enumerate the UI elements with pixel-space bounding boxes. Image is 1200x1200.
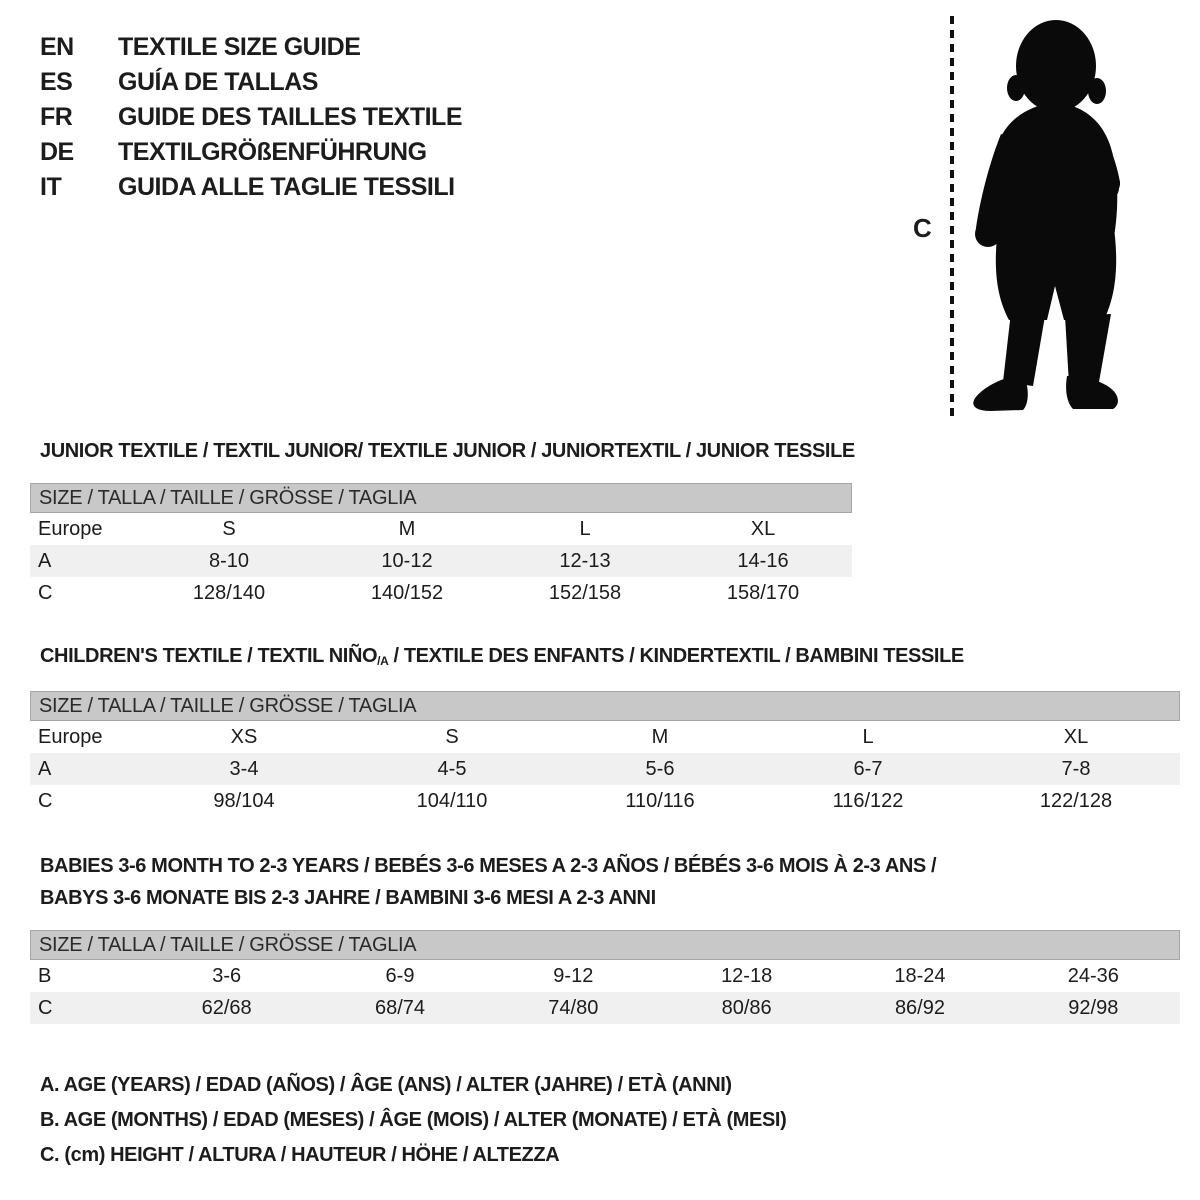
table-row [30, 577, 852, 609]
cell: 92/98 [1068, 996, 1119, 1019]
junior-section-title: JUNIOR TEXTILE / TEXTIL JUNIOR/ TEXTILE JUNIOR / JUNIORTEXTIL / JUNIOR TESSILE [40, 440, 855, 462]
row-label: A [38, 549, 52, 572]
cell: 12-13 [559, 549, 611, 572]
children-size-table [30, 691, 1180, 817]
language-row [40, 100, 462, 135]
cell: 7-8 [1061, 757, 1091, 780]
cell: 14-16 [737, 549, 789, 572]
height-dashed-line [950, 16, 954, 418]
junior-size-table [30, 483, 852, 609]
legend-line-c: C. (cm) HEIGHT / ALTURA / HAUTEUR / HÖHE / ALTEZZA [40, 1144, 560, 1166]
cell: M [651, 725, 669, 748]
language-title: TEXTILE SIZE GUIDE [118, 33, 361, 61]
table-row [30, 785, 1180, 817]
height-measure-label: C [913, 213, 932, 243]
babies-section-title [40, 850, 936, 914]
cell: S [222, 517, 236, 540]
cell: 98/104 [213, 789, 275, 812]
language-row [40, 30, 462, 65]
legend-line-b: B. AGE (MONTHS) / EDAD (MESES) / ÂGE (MOIS) / ALTER (MONATE) / ETÀ (MESI) [40, 1109, 787, 1131]
language-header [40, 30, 462, 205]
cell: 122/128 [1039, 789, 1113, 812]
cell: 62/68 [201, 996, 252, 1019]
babies-title-line1: BABIES 3-6 MONTH TO 2-3 YEARS / BEBÉS 3-6 MESES A 2-3 AÑOS / BÉBÉS 3-6 MOIS À 2-3 ANS / [40, 855, 937, 877]
language-title: GUIDA ALLE TAGLIE TESSILI [118, 173, 455, 201]
babies-title-line2: BABYS 3-6 MONATE BIS 2-3 JAHRE / BAMBINI 3-6 MESI A 2-3 ANNI [40, 887, 656, 909]
children-title-main: CHILDREN'S TEXTILE / TEXTIL NIÑO [40, 645, 378, 667]
language-row [40, 170, 462, 205]
cell: 8-10 [208, 549, 250, 572]
cell: 152/158 [548, 581, 622, 604]
cell: XL [750, 517, 776, 540]
language-code: IT [40, 173, 62, 201]
cell: 3-4 [229, 757, 259, 780]
row-label: Europe [38, 725, 103, 748]
cell: 128/140 [192, 581, 266, 604]
row-label: C [38, 996, 53, 1019]
row-label: Europe [38, 517, 103, 540]
cell: XS [230, 725, 258, 748]
cell: S [445, 725, 459, 748]
babies-size-header-bar [30, 930, 1180, 960]
table-row [30, 513, 852, 545]
language-row [40, 135, 462, 170]
cell: 68/74 [374, 996, 426, 1019]
cell: 74/80 [548, 996, 599, 1019]
language-code: EN [40, 33, 74, 61]
cell: 9-12 [553, 964, 594, 987]
language-title: TEXTILGRÖßENFÜHRUNG [118, 138, 427, 166]
table-row [30, 545, 852, 577]
row-label: C [38, 789, 53, 812]
cell: 5-6 [645, 757, 675, 780]
cell: 10-12 [381, 549, 433, 572]
children-section-title [40, 640, 964, 677]
toddler-silhouette [963, 16, 1135, 418]
junior-size-header-bar [30, 483, 852, 513]
cell: 86/92 [894, 996, 945, 1019]
legend-line-a: A. AGE (YEARS) / EDAD (AÑOS) / ÂGE (ANS) / ALTER (JAHRE) / ETÀ (ANNI) [40, 1074, 732, 1096]
cell: M [398, 517, 416, 540]
cell: 4-5 [437, 757, 467, 780]
language-title: GUIDE DES TAILLES TEXTILE [118, 103, 463, 131]
language-code: ES [40, 68, 73, 96]
table-row [30, 721, 1180, 753]
row-label: B [38, 964, 52, 987]
cell: 158/170 [726, 581, 800, 604]
language-title: GUÍA DE TALLAS [118, 68, 318, 96]
cell: 110/116 [625, 789, 695, 812]
children-title-sub: /A [377, 654, 389, 668]
cell: XL [1063, 725, 1089, 748]
cell: 6-9 [385, 964, 415, 987]
row-label: C [38, 581, 53, 604]
children-title-rest: / TEXTILE DES ENFANTS / KINDERTEXTIL / BAMBINI TESSILE [388, 645, 964, 667]
size-header-text: SIZE / TALLA / TAILLE / GRÖSSE / TAGLIA [39, 486, 417, 509]
cell: 140/152 [370, 581, 444, 604]
language-row [40, 65, 462, 100]
cell: L [579, 517, 591, 540]
cell: L [862, 725, 874, 748]
children-size-header-bar [30, 691, 1180, 721]
size-header-text: SIZE / TALLA / TAILLE / GRÖSSE / TAGLIA [39, 694, 417, 717]
legend [40, 1068, 786, 1173]
babies-size-table [30, 930, 1180, 1024]
table-row [30, 753, 1180, 785]
cell: 12-18 [721, 964, 773, 987]
cell: 6-7 [853, 757, 883, 780]
cell: 24-36 [1067, 964, 1119, 987]
language-code: FR [40, 103, 73, 131]
cell: 3-6 [212, 964, 242, 987]
cell: 116/122 [832, 789, 904, 812]
size-header-text: SIZE / TALLA / TAILLE / GRÖSSE / TAGLIA [39, 933, 417, 956]
language-code: DE [40, 138, 74, 166]
row-label: A [38, 757, 52, 780]
cell: 18-24 [894, 964, 946, 987]
table-row [30, 960, 1180, 992]
cell: 80/86 [721, 996, 772, 1019]
cell: 104/110 [416, 789, 488, 812]
table-row [30, 992, 1180, 1024]
